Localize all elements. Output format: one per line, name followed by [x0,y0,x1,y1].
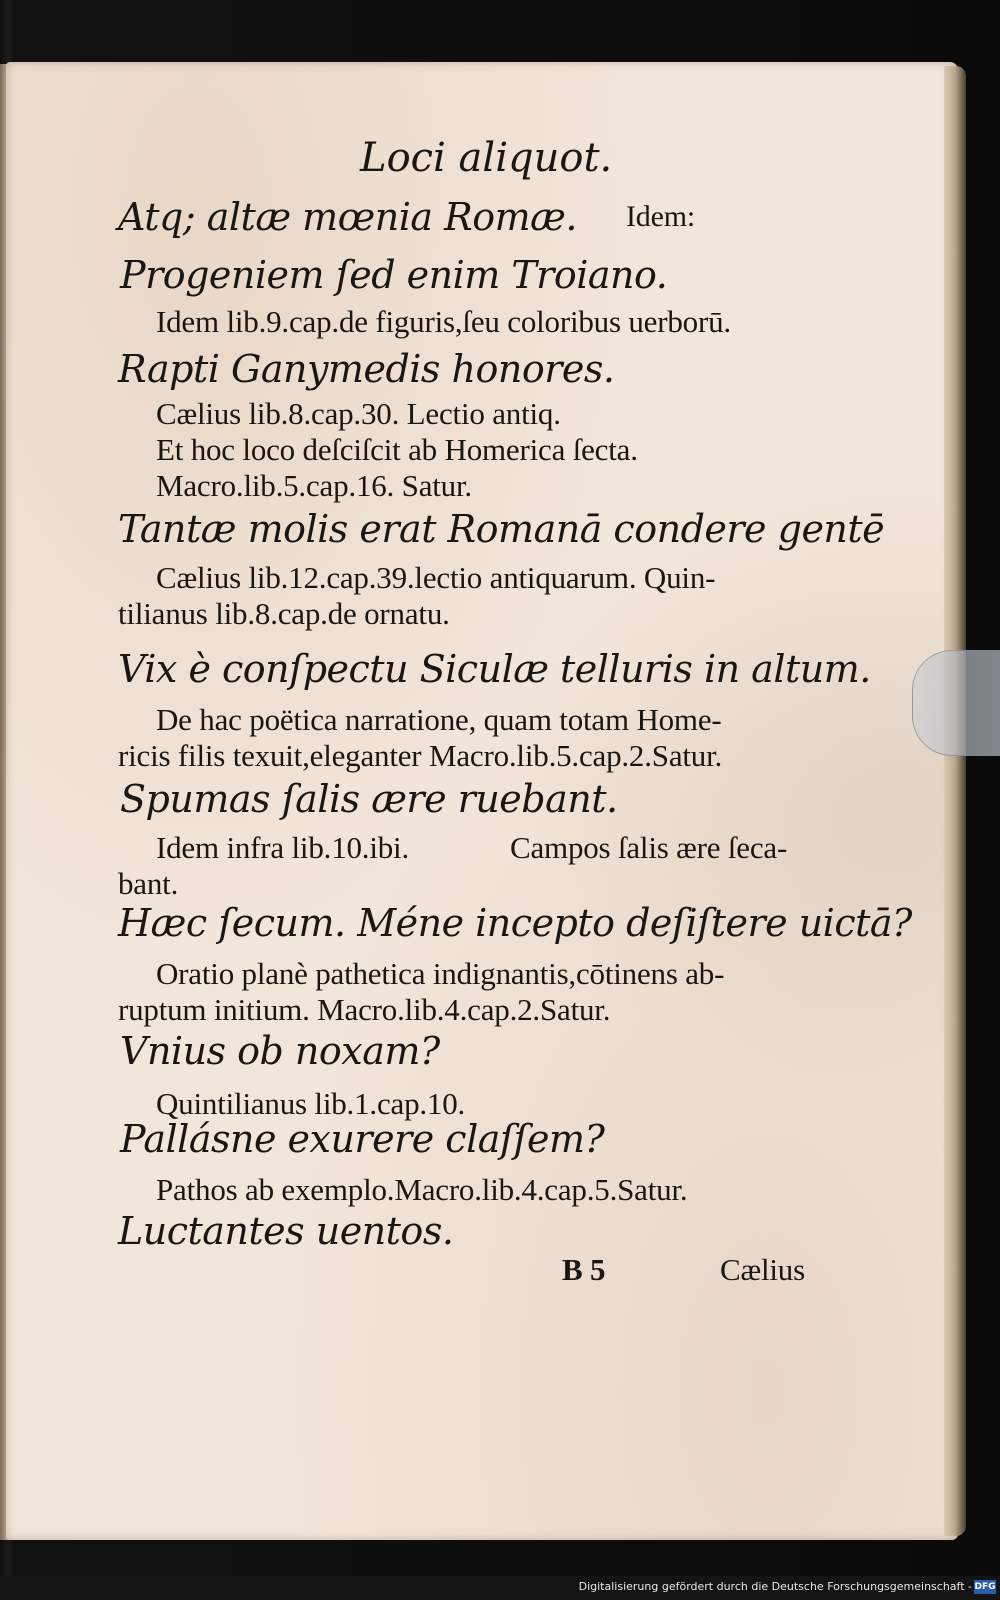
comment-line: Idem infra lib.10.ibi. [156,830,410,865]
comment-line: Macro.lib.5.cap.16. Satur. [156,468,472,503]
verse-line: Spumas ſalis ære ruebant. [120,777,618,821]
footer-bar [0,1576,1000,1600]
comment-line: bant. [118,866,179,901]
comment-line: Pathos ab exemplo.Macro.lib.4.cap.5.Satur. [156,1172,688,1207]
page-clip [912,650,1000,756]
verse-line: Vnius ob noxam? [120,1029,440,1073]
dfg-logo: DFG [974,1582,996,1592]
comment-line: Oratio planè pathetica indignantis,cōtinens ab- [156,956,725,991]
verse-line: Rapti Ganymedis honores. [118,347,615,391]
verse-line: Vix è conſpectu Siculæ telluris in altum. [118,647,871,691]
page-heading: Loci aliquot. [360,135,613,181]
verse-line: Luctantes uentos. [118,1209,454,1253]
comment-line: Et hoc loco deſciſcit ab Homerica ſecta. [156,432,638,467]
comment-line: Quintilianus lib.1.cap.10. [156,1086,466,1121]
page-right-edge [944,66,966,1536]
footer-credit: Digitalisierung gefördert durch die Deutsche Forschungsgemeinschaft - [578,1580,972,1593]
comment-line: tilianus lib.8.cap.de ornatu. [118,596,450,631]
comment-line: Cælius lib.12.cap.39.lectio antiquarum. Quin- [156,560,716,595]
comment-aside: Campos ſalis ære ſeca- [510,830,788,865]
verse-line: Pallásne exurere claſſem? [120,1117,605,1161]
verse-line: Atq; altæ mœnia Romæ. [118,195,577,239]
comment-line: De hac poëtica narratione, quam totam Home- [156,702,722,737]
comment-line: ruptum initium. Macro.lib.4.cap.2.Satur. [118,992,611,1027]
signature-mark: B 5 [562,1252,606,1287]
verse-line: Hæc ſecum. Méne incepto deſiſtere uictā? [118,901,912,945]
comment-line: Idem lib.9.cap.de figuris,ſeu coloribus uerborū. [156,304,731,339]
comment-line: Cælius lib.8.cap.30. Lectio antiq. [156,396,561,431]
catchword: Cælius [720,1252,805,1287]
verse-line: Tantæ molis erat Romanā condere gentē [118,507,885,551]
comment-line: ricis filis texuit,eleganter Macro.lib.5.cap.2.Satur. [118,738,723,773]
verse-line: Progeniem ſed enim Troiano. [120,253,668,297]
verse-aside: Idem: [626,200,695,233]
